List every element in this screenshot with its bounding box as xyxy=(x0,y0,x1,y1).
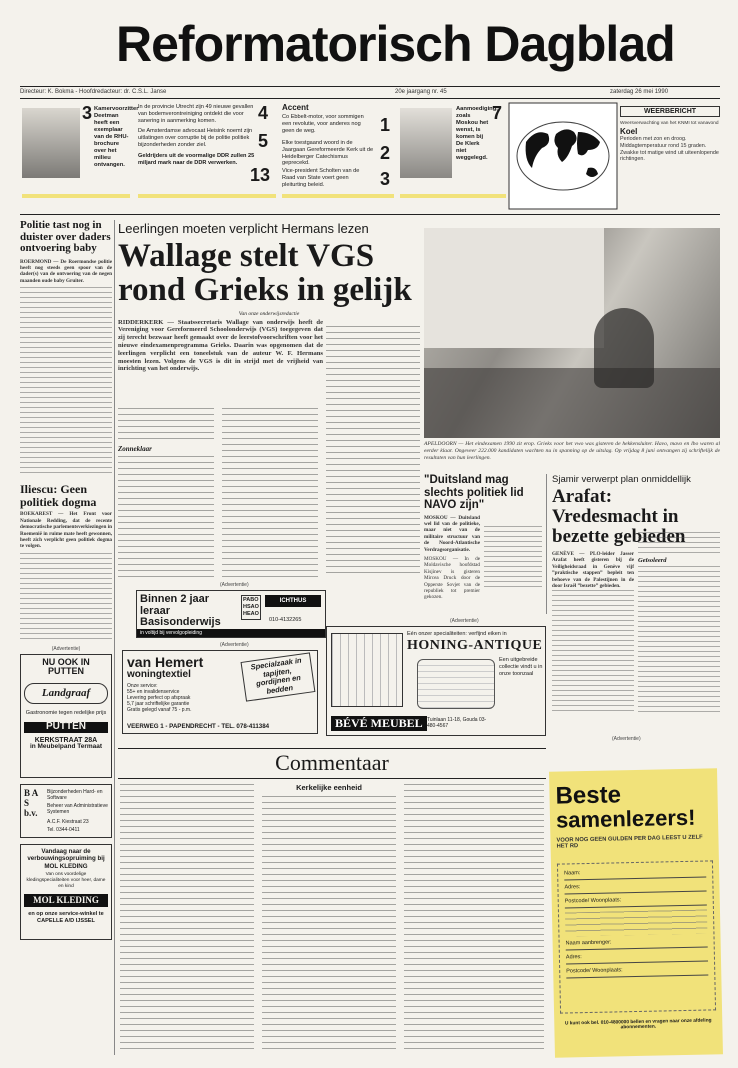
main-body-col2 xyxy=(222,408,318,578)
teaser-3 xyxy=(282,104,394,200)
left-ad3[interactable] xyxy=(20,844,112,940)
teaser-4-num: 7 xyxy=(492,103,503,123)
duits-body xyxy=(484,526,542,590)
left-ad1-sub: Gastronomie tegen redelijke prijs xyxy=(25,710,107,717)
left-ad1-extra: in Meubelpand Termaat xyxy=(29,743,103,751)
promo-field-4[interactable]: Adres: xyxy=(566,952,708,965)
teaser-rule xyxy=(20,214,720,215)
main-story xyxy=(118,222,420,580)
promo-options xyxy=(565,910,707,937)
duits-rule xyxy=(546,474,547,614)
main-kicker: Leerlingen moeten verplicht Hermans lezen xyxy=(118,221,369,236)
ad-binnen-l4: in voltijd bij vervolgopleiding xyxy=(137,629,325,637)
ad-hemert-item-4: Gratis gelegd vanaf 75 - p.m. xyxy=(127,707,192,714)
main-body-col1b xyxy=(118,456,214,578)
left-ad2-line2: Beheer van Administratieve Systemen xyxy=(47,802,108,815)
main-sub1: Zonneklaar xyxy=(118,445,152,453)
masthead-director: Directeur: K. Bokma - Hoofdredacteur: dr. C.S.L. Janse xyxy=(20,89,167,95)
photo-caption: APELDOORN — Het eindexamen 1990 zit erop. Grieks voor het vwo was gisteren de hekkensluiter. Havo, mavo en lbo waren al eerder klaar. Ongeveer 222.000 kandidaten wachten nu in spanning op de uitslag. Op vrijdag 8 juni ontvangen zij schriftelijk de resultaten van hun leerlingen. xyxy=(424,441,720,461)
ad-binnen-logo1: PABO HSAO HEAO xyxy=(241,595,261,620)
commentaar-head: Commentaar xyxy=(275,750,389,775)
teaser-2 xyxy=(138,104,276,200)
globe-logo xyxy=(508,102,618,210)
main-lead: RIDDERKERK — Staatssecretaris Wallage van onderwijs heeft de Vereniging voor Gereformeerd Schoolonderwijs (VGS) toegegeven dat zij terecht bezwaar heeft gemaakt over de leerstofvoorschriften voor het nieuwe eindexamenprogramma Grieks. Daarin was opgenomen dat de leerlingen verplicht een toneelstuk van de auteur W. F. Hermans moesten lezen. Volgens de VGS is dit in strijd met de vrijheid van inrichting van het onderwijs. xyxy=(118,318,323,373)
masthead xyxy=(20,14,720,84)
teaser-3-num-3: 3 xyxy=(380,169,391,189)
masthead-title: Reformatorisch Dagblad xyxy=(116,16,675,72)
ad-hemert[interactable] xyxy=(122,650,318,734)
left-ad3-top: Vandaag naar de verbouwingsopruiming bij MOL KLEDING xyxy=(27,847,105,870)
ad-honing-name: HONING-ANTIQUE xyxy=(407,638,543,653)
arafat-ad-label: (Advertentie) xyxy=(612,736,641,742)
duits-lead: MOSKOU — Duitsland wel lid van de politieke, maar niet van de militaire structuur van de Noord-Atlantische Verdragsorganisatie. xyxy=(424,514,480,553)
left-column-rule xyxy=(114,220,115,1055)
ad-hemert-item-0: Onze service: xyxy=(127,683,158,690)
photo xyxy=(424,228,720,438)
left-ad1[interactable] xyxy=(20,654,112,778)
weather-sub: Weersverwachting van het KNMI tot vanavond xyxy=(620,121,719,126)
ad-hemert-item-1: 55+ en invalidenservice xyxy=(127,689,180,696)
promo-field-1[interactable]: Adres: xyxy=(564,882,706,895)
left-ad1-top: NU OOK IN PUTTEN xyxy=(42,656,90,677)
promo-field-5[interactable]: Postcode/ Woonplaats: xyxy=(566,966,708,979)
arafat-sub: Geïsoleerd xyxy=(638,557,667,564)
weather-head: Koel xyxy=(620,127,638,136)
main-body-col3 xyxy=(326,326,420,578)
teaser-3-text-2: Elke toestgaand woord in de Jaargaan Gereformeerde Kerk uit de Heidelberger Catechismus geprecekd. xyxy=(282,140,374,167)
masthead-edition: 20e jaargang nr. 45 xyxy=(395,89,447,95)
left-ad3-brand: MOL KLEDING xyxy=(24,894,108,907)
ad-binnen-logo2: ICHTHUS xyxy=(265,595,321,607)
masthead-rule xyxy=(20,86,720,87)
left-ad2-tel: Tel. 0344-0411 xyxy=(47,826,80,833)
ad-binnen-l1: Binnen 2 jaar xyxy=(140,593,210,605)
commentaar-rule xyxy=(118,778,546,779)
teaser-3-head: Accent xyxy=(282,103,309,112)
left-ad2[interactable] xyxy=(20,784,112,838)
left-a2-lead: BOEKAREST — Het Front voor Nationale Redding, dat de recente democratische parlementsverkiezingen in Roemenië in ruime mate heeft gewonnen, heeft zich verplicht geen politiek dogma te volgen. xyxy=(20,511,112,550)
teaser-1-num: 3 xyxy=(82,103,93,123)
teaser-3-text-1: Co Ebbelt-motor, voor sommigen een revolutie, voor anderes nog geen de weg. xyxy=(282,114,364,134)
ad-hemert-item-3: 5,7 jaar schriftelijke garantie xyxy=(127,701,190,708)
arafat-head: Arafat: Vredesmacht in bezette gebieden xyxy=(552,486,686,547)
ad-honing-brand: BÉVÉ MEUBEL xyxy=(331,716,427,731)
ad-hemert-addr: VEERWEG 1 - PAPENDRECHT - TEL. 078-411384 xyxy=(127,722,270,730)
masthead-rule-2 xyxy=(20,98,720,99)
ad-hemert-name: van Hemert xyxy=(127,654,204,670)
left-a1-body xyxy=(20,287,112,477)
ad-hemert-item-2: Levering perfect op afspraak xyxy=(127,695,191,702)
main-body-col1 xyxy=(118,408,214,442)
teaser-4-bar xyxy=(400,194,506,198)
teaser-2-num-3: 13 xyxy=(250,165,271,185)
arafat-body-3 xyxy=(638,566,720,714)
promo-box[interactable] xyxy=(549,768,723,1057)
ad-hemert-sub: woningtextiel xyxy=(127,668,191,680)
arafat-lead: GENÈVE — PLO-leider Jasser Arafat heeft gisteren bij de Veiligheidsraad in Genève vijf ”praktische stappen” bepleit ten behoeve van de Palestijnen in de door Israël ”bezette” gebieden. xyxy=(552,551,634,590)
promo-l1: Beste xyxy=(555,781,622,810)
promo-sub: VOOR NOG GEEN GULDEN PER DAG LEEST U ZELF HET RD xyxy=(556,834,703,851)
photo-desk xyxy=(424,368,720,438)
ad-binnen-tel: 010-4132265 xyxy=(269,617,302,623)
arafat-body-1 xyxy=(552,590,634,714)
weather-label: WEERBERICHT xyxy=(620,106,720,117)
teaser-4-text: Aanmoediging, zoals Moskou het wenst, is komen bij De Klerk niet weggelegd. xyxy=(456,106,498,161)
left-ad3-bottom: en op onze service-winkel te CAPELLE A/D IJSSEL xyxy=(28,910,104,924)
teaser-2-text-2: De Amsterdamse advocaat Heisink noemt zijn uitlatingen over corruptie bij de politie politiek bijzonderheden zonder ziel. xyxy=(138,128,253,148)
arafat-story xyxy=(552,474,720,744)
main-byline: Van onze onderwijsredactie xyxy=(238,310,300,317)
teaser-3-num-2: 2 xyxy=(380,143,391,163)
left-ad2-addr: A.C.F. Kiestraat 23 xyxy=(47,818,89,825)
masthead-date: zaterdag 26 mei 1990 xyxy=(610,89,669,95)
promo-form xyxy=(557,861,716,1014)
ad-honing-text: Een uitgebreide collectie vindt u in onze toonzaal xyxy=(499,657,543,677)
ad-honing[interactable] xyxy=(326,626,546,736)
weather-text: Perioden met zon en droog. Middagtemperatuur rond 15 graden. Zwakke tot matige wind uit uiteenlopende richtingen. xyxy=(620,136,719,163)
ad-binnen[interactable] xyxy=(136,590,326,638)
left-ad2-logo: B A S b.v. xyxy=(24,787,38,818)
ad-honing-pre: Eén onzer specialiteiten: verfijnd eiken in xyxy=(407,631,507,637)
left-a1-lead: ROERMOND — De Roermondse politie heeft nog steeds geen spoor van de dader(s) van de ontvoering van de negen maanden oude baby Gruiter. xyxy=(20,258,112,284)
ad-honing-chair xyxy=(417,659,495,709)
teaser-4 xyxy=(400,104,506,200)
ad-honing-cabinet xyxy=(331,633,403,707)
left-column xyxy=(20,220,112,1055)
commentaar-col1 xyxy=(120,784,254,1054)
teaser-strip xyxy=(20,102,720,212)
ad-label-2: (Advertentie) xyxy=(220,642,249,648)
ad-label-1: (Advertentie) xyxy=(220,582,249,588)
arafat-body-2 xyxy=(638,532,720,554)
teaser-3-text-3: Vice-president Scholten van de Raad van State voert geen pleiturting beleid. xyxy=(282,168,360,188)
promo-field-3[interactable]: Naam aanbrenger: xyxy=(566,938,708,951)
weather-box xyxy=(620,106,720,204)
photo-window xyxy=(424,228,604,348)
teaser-2-text-3: Geldrijders uit de voormalige DDR zullen 25 miljard mark naar de DDR verwerken. xyxy=(138,152,255,166)
duits-head: "Duitsland mag slechts politiek lid NAVO zijn" xyxy=(424,474,524,511)
ad-binnen-l2: leraar xyxy=(140,604,170,617)
left-ad1-town: PUTTEN xyxy=(24,722,108,733)
teaser-2-text-1: In de provincie Utrecht zijn 49 nieuwe gevallen van bodemverontreiniging ontdekt die voor sanering in aanmerking komen. xyxy=(138,104,254,124)
teaser-1-photo xyxy=(22,108,80,178)
arafat-kicker: Sjamir verwerpt plan onmiddellijk xyxy=(552,474,691,485)
ad-label-3: (Advertentie) xyxy=(450,618,479,624)
globe-icon xyxy=(508,102,618,210)
duits-extra: MOSKOU — In de Moldavische hoofdstad Kisjinev is gisteren Mircea Druck door de Opperste Sovjet van de republiek tot premier gekozen. xyxy=(424,555,480,601)
teaser-1-text: Kamervoorzitter Deetman heeft een exemplaar van de RHU-brochure over het milieu ontvangen. xyxy=(94,106,139,168)
teaser-2-bar xyxy=(138,194,276,198)
teaser-3-bar xyxy=(282,194,394,198)
left-ad2-line1: Bijzonderheden Hard- en Software xyxy=(47,788,103,801)
left-a2-body xyxy=(20,553,112,643)
teaser-1-bar xyxy=(22,194,130,198)
commentaar-rule-top xyxy=(118,748,546,749)
promo-field-0[interactable]: Naam: xyxy=(564,868,706,881)
left-a1-head: Politie tast nog in duister over daders ontvoering baby xyxy=(20,219,111,255)
promo-footer: U kunt ook bel. 010-4800000 bellen en vragen naar onze afdeling abonnementen. xyxy=(564,1018,712,1031)
promo-field-2[interactable]: Postcode/ Woonplaats: xyxy=(565,896,707,909)
left-ad1-brand: Landgraaf xyxy=(24,683,108,705)
teaser-4-photo xyxy=(400,108,452,178)
left-a2-head: Iliescu: Geen politiek dogma xyxy=(20,482,97,509)
duits-story xyxy=(424,474,542,614)
left-ad1-street: KERKSTRAAT 28A xyxy=(34,736,98,744)
left-ad-label: (Advertentie) xyxy=(51,645,81,652)
commentaar-col3 xyxy=(404,784,544,1054)
commentaar-col2-head: Kerkelijke eenheid xyxy=(296,783,362,792)
ad-binnen-l3: Basisonderwijs xyxy=(140,616,221,629)
ad-honing-addr: Tuinlaan 11-18, Gouda 03-480-4567 xyxy=(427,717,487,729)
promo-l2: samenlezers! xyxy=(555,804,696,833)
left-ad3-sub: Van ons voordelige kledingspecialiteiten voor heer, dame en kind xyxy=(26,872,106,889)
teaser-3-num-1: 1 xyxy=(380,115,391,135)
photo-student xyxy=(594,308,654,388)
teaser-2-num-2: 5 xyxy=(258,131,269,151)
commentaar-col2 xyxy=(262,796,396,1054)
teaser-2-num-1: 4 xyxy=(258,103,269,123)
ad-hemert-spec: Specialzaak in tapijten, gordijnen en bedden xyxy=(241,652,316,702)
teaser-1 xyxy=(22,103,139,200)
main-headline: Wallage stelt VGS rond Grieks in gelijk xyxy=(118,237,412,308)
